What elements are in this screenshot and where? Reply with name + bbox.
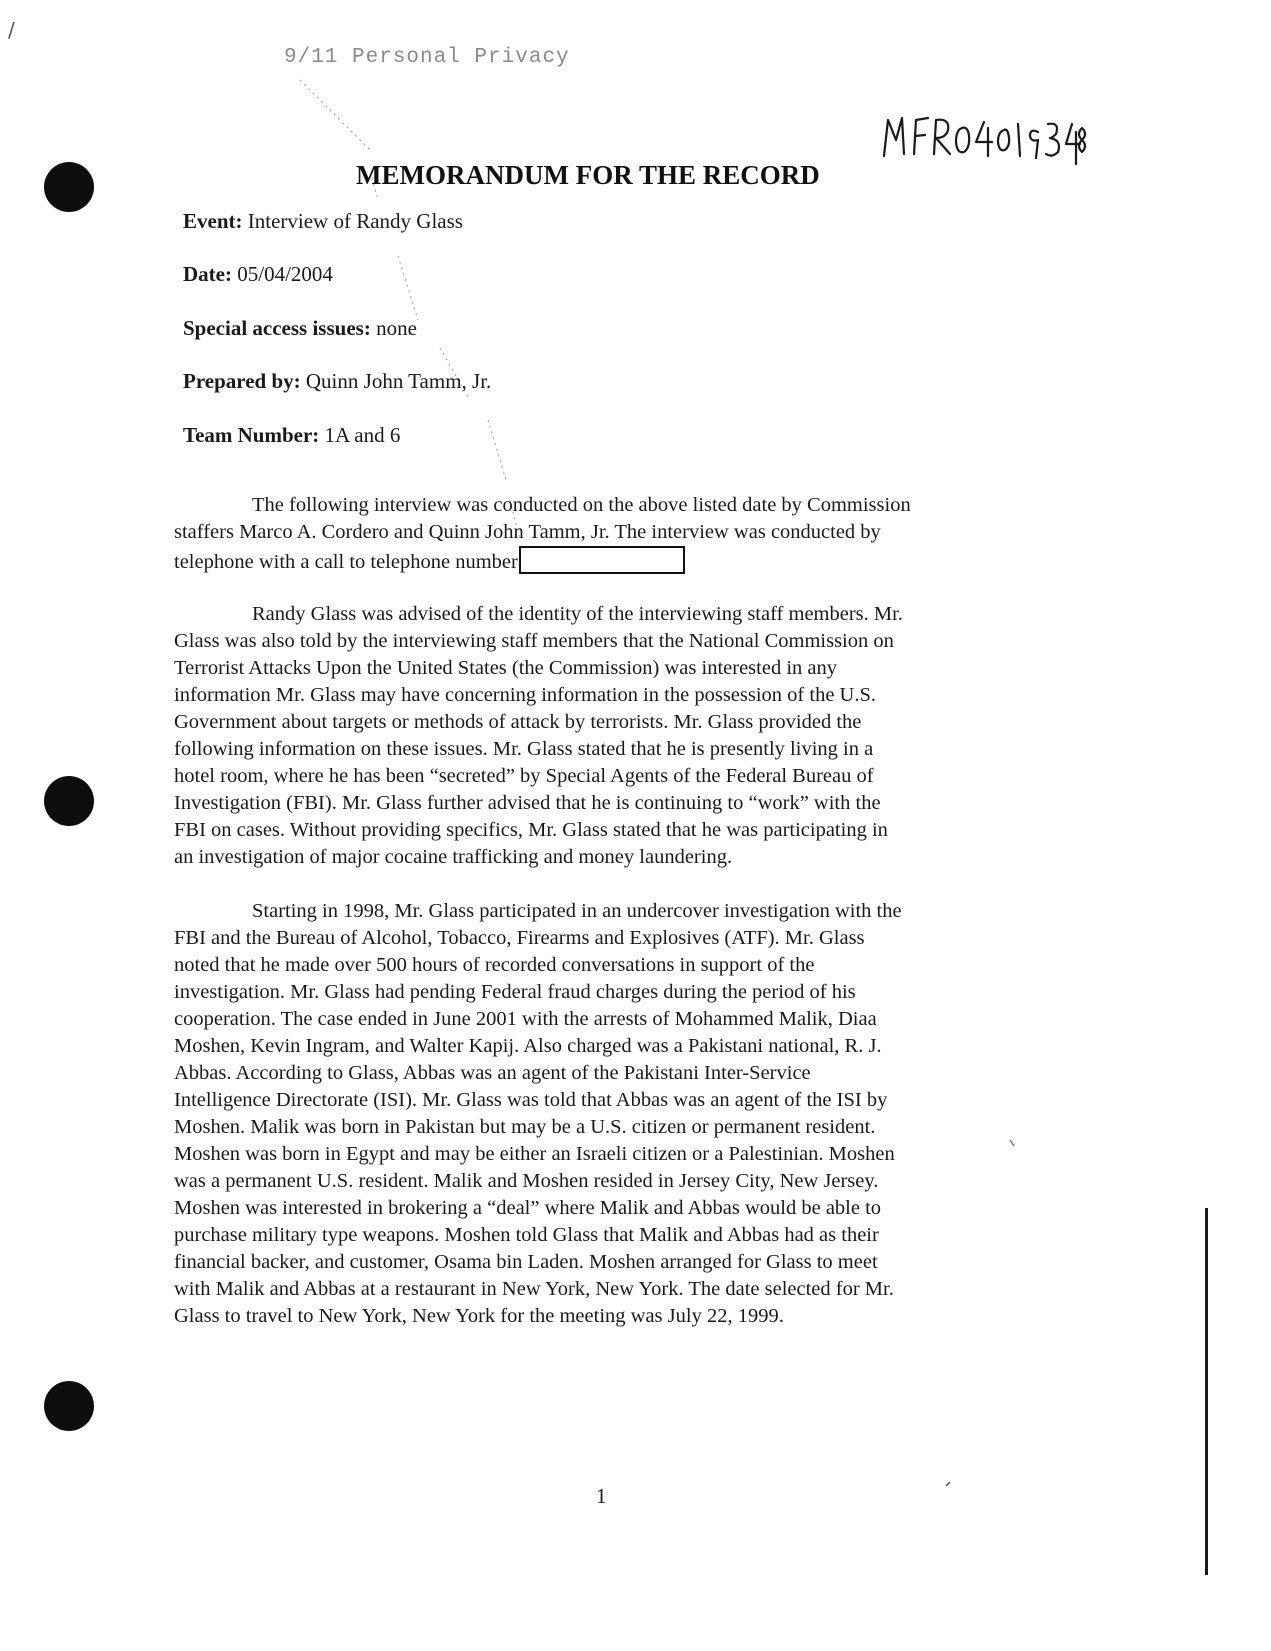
privacy-stamp: 9/11 Personal Privacy (284, 46, 570, 69)
team-number-value: 1A and 6 (324, 423, 401, 447)
prepared-by-value: Quinn John Tamm, Jr. (305, 369, 492, 393)
text-line: Terrorist Attacks Upon the United States (the Commission) was interested in any (174, 657, 837, 679)
redaction-box (519, 546, 685, 574)
paragraph-interview-details (174, 492, 1022, 576)
text-line: cooperation. The case ended in June 2001 with the arrests of Mohammed Malik, Diaa (174, 1008, 877, 1030)
text-line: following information on these issues. Mr. Glass stated that he is presently living in a (174, 738, 874, 760)
paragraph-undercover-investigation (174, 898, 1022, 1330)
text-line: The following interview was conducted on the above listed date by Commission (252, 494, 911, 516)
text-line: an investigation of major cocaine trafficking and money laundering. (174, 846, 733, 868)
text-line: Moshen was born in Egypt and may be either an Israeli citizen or a Palestinian. Moshen (174, 1143, 895, 1165)
text-line: information Mr. Glass may have concerning information in the possession of the U.S. (174, 684, 877, 706)
text-line: investigation. Mr. Glass had pending Federal fraud charges during the period of his (174, 981, 856, 1003)
date-value: 05/04/2004 (237, 262, 333, 286)
binder-hole-bottom (44, 1381, 94, 1431)
text-line: Investigation (FBI). Mr. Glass further advised that he is continuing to “work” with the (174, 792, 881, 814)
special-access-label: Special access issues: (183, 316, 371, 340)
event-label: Event: (183, 209, 243, 233)
text-line: staffers Marco A. Cordero and Quinn John Tamm, Jr. The interview was conducted by (174, 521, 881, 543)
binder-hole-top (44, 162, 94, 212)
text-line-content: telephone with a call to telephone number (174, 551, 518, 573)
text-line: Moshen. Malik was born in Pakistan but may be a U.S. citizen or permanent resident. (174, 1116, 876, 1138)
text-line: hotel room, where he has been “secreted” by Special Agents of the Federal Bureau of (174, 765, 874, 787)
team-number-field (183, 423, 400, 448)
special-access-field (183, 316, 417, 341)
date-label: Date: (183, 262, 232, 286)
text-line: Glass was also told by the interviewing staff members that the National Commission on (174, 630, 894, 652)
memo-title: MEMORANDUM FOR THE RECORD (356, 160, 820, 190)
text-line: Starting in 1998, Mr. Glass participated in an undercover investigation with the (252, 900, 902, 922)
paragraph-glass-advised (174, 601, 1022, 871)
text-line: Randy Glass was advised of the identity of the interviewing staff members. Mr. (252, 603, 903, 625)
handwritten-document-code (880, 110, 1090, 170)
text-line: Intelligence Directorate (ISI). Mr. Glass was told that Abbas was an agent of the ISI by (174, 1089, 888, 1111)
text-line: Glass to travel to New York, New York for the meeting was July 22, 1999. (174, 1305, 784, 1327)
text-line: Government about targets or methods of attack by terrorists. Mr. Glass provided the (174, 711, 862, 733)
text-line: Moshen was interested in brokering a “deal” where Malik and Abbas would be able to (174, 1197, 882, 1219)
text-line: purchase military type weapons. Moshen told Glass that Malik and Abbas had as their (174, 1224, 879, 1246)
prepared-by-field (183, 369, 491, 394)
binder-hole-middle (44, 776, 94, 826)
corner-scan-mark: / (8, 18, 15, 42)
special-access-value: none (376, 316, 417, 340)
scan-edge-line (1205, 1208, 1208, 1575)
text-line: financial backer, and customer, Osama bin Laden. Moshen arranged for Glass to meet (174, 1251, 878, 1273)
text-line: was a permanent U.S. resident. Malik and Moshen resided in Jersey City, New Jersey. (174, 1170, 879, 1192)
text-line: FBI on cases. Without providing specifics, Mr. Glass stated that he was participating in (174, 819, 888, 841)
event-field (183, 209, 463, 234)
text-line: noted that he made over 500 hours of recorded conversations in support of the (174, 954, 815, 976)
prepared-by-label: Prepared by: (183, 369, 301, 393)
text-line: with Malik and Abbas at a restaurant in New York, New York. The date selected for Mr. (174, 1278, 894, 1300)
team-number-label: Team Number: (183, 423, 320, 447)
page-number: 1 (596, 1484, 607, 1508)
event-value: Interview of Randy Glass (247, 209, 463, 233)
text-line: Abbas. According to Glass, Abbas was an agent of the Pakistani Inter-Service (174, 1062, 811, 1084)
text-line: Moshen, Kevin Ingram, and Walter Kapij. Also charged was a Pakistani national, R. J. (174, 1035, 882, 1057)
date-field (183, 262, 333, 287)
text-line: FBI and the Bureau of Alcohol, Tobacco, Firearms and Explosives (ATF). Mr. Glass (174, 927, 865, 949)
text-line (174, 546, 1022, 576)
